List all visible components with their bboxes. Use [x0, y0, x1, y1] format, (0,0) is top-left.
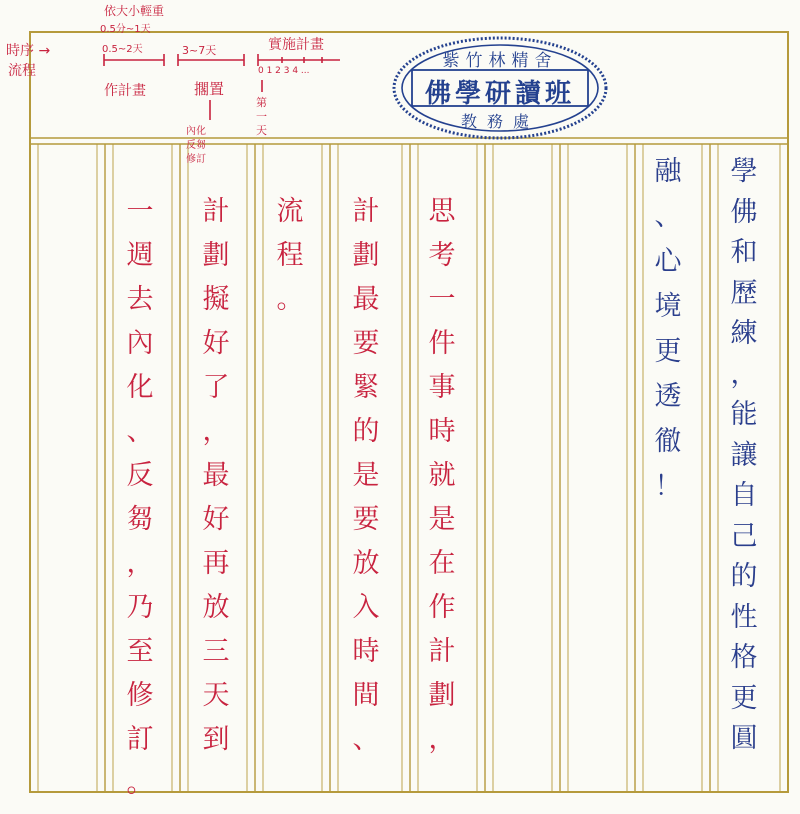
glyph: 劃 — [202, 240, 230, 271]
glyph: 在 — [428, 548, 456, 579]
note-label-b: 擱置 — [194, 80, 225, 98]
glyph: 和 — [730, 237, 758, 268]
glyph: 歷 — [730, 277, 758, 309]
glyph: 一 — [428, 284, 456, 315]
note-sub-b-2: 反芻 — [186, 140, 206, 151]
glyph: 。 — [276, 284, 304, 315]
text-column-c6 — [196, 198, 236, 770]
note-label-a: 作計畫 — [104, 83, 146, 99]
glyph: 時 — [352, 636, 380, 667]
glyph: 的 — [730, 561, 758, 592]
stamp-office: 教務處 — [460, 112, 539, 131]
glyph: 內 — [126, 328, 154, 359]
glyph: 就 — [428, 460, 456, 491]
glyph: 透 — [654, 381, 682, 412]
glyph: 是 — [428, 504, 456, 535]
text-column-c1 — [724, 158, 764, 766]
glyph: 佛 — [730, 196, 758, 228]
glyph: 境 — [654, 291, 682, 322]
glyph: 作 — [428, 592, 456, 623]
glyph: 放 — [352, 548, 380, 579]
glyph: 至 — [126, 636, 154, 667]
glyph: 再 — [202, 548, 230, 579]
glyph: 計 — [202, 196, 230, 227]
glyph: 最 — [352, 284, 380, 315]
glyph: 更 — [654, 336, 682, 367]
glyph: 件 — [428, 328, 456, 359]
glyph: 的 — [352, 416, 380, 447]
glyph: 讓 — [730, 439, 758, 471]
glyph: 、 — [126, 416, 154, 447]
glyph: ， — [730, 358, 758, 390]
note-day-1: 第 — [256, 96, 267, 109]
glyph: 三 — [202, 636, 230, 667]
text-column-c3 — [422, 198, 462, 770]
glyph: 計 — [428, 636, 456, 667]
glyph: 更 — [730, 682, 758, 714]
text-column-c7 — [120, 198, 160, 814]
glyph: 好 — [202, 328, 230, 359]
glyph: 自 — [730, 480, 758, 511]
glyph: 事 — [428, 372, 456, 403]
glyph: ， — [428, 724, 456, 755]
glyph: 。 — [126, 768, 154, 799]
glyph: 一 — [126, 196, 154, 227]
text-column-c4 — [346, 198, 386, 770]
note-time: 0.5分~1天 — [100, 24, 151, 35]
glyph: 計 — [352, 196, 380, 227]
text-column-c5 — [270, 198, 310, 330]
glyph: ， — [202, 416, 230, 447]
glyph: 是 — [352, 460, 380, 491]
glyph: 間 — [352, 680, 380, 711]
glyph: 劃 — [352, 240, 380, 271]
note-span-c: 實施計畫 — [268, 37, 324, 53]
glyph: 修 — [126, 680, 154, 711]
glyph: 學 — [730, 156, 758, 187]
glyph: 週 — [126, 240, 154, 271]
glyph: 性 — [730, 601, 758, 633]
note-day-3: 天 — [256, 124, 267, 137]
glyph: 心 — [654, 246, 682, 277]
glyph: 最 — [202, 460, 230, 491]
glyph: ！ — [654, 471, 682, 502]
glyph: 圓 — [730, 723, 758, 754]
note-sub-b-3: 修訂 — [186, 154, 206, 165]
glyph: 流 — [276, 196, 304, 227]
glyph: 格 — [730, 642, 758, 673]
glyph: 練 — [730, 318, 758, 349]
note-sequence: 時序 → — [6, 43, 51, 59]
glyph: 程 — [276, 240, 304, 271]
glyph: 要 — [352, 328, 380, 359]
glyph: 放 — [202, 592, 230, 623]
stamp-org: 紫竹林精舍 — [442, 51, 558, 71]
glyph: 芻 — [126, 504, 154, 535]
glyph: 天 — [202, 680, 230, 711]
glyph: 徹 — [654, 426, 682, 457]
glyph: 緊 — [352, 372, 380, 403]
glyph: 入 — [352, 592, 380, 623]
note-scale: 0 1 2 3 4 ... — [258, 66, 310, 76]
glyph: ， — [126, 548, 154, 579]
glyph: 劃 — [428, 680, 456, 711]
text-column-c2 — [648, 158, 688, 518]
glyph: 、 — [352, 724, 380, 755]
glyph: 去 — [126, 284, 154, 315]
note-sub-b-1: 內化 — [186, 126, 206, 137]
glyph: 了 — [202, 372, 230, 403]
note-size: 依大小輕重 — [104, 4, 165, 18]
note-process: 流程 — [8, 63, 36, 79]
glyph: 思 — [428, 196, 456, 227]
glyph: 反 — [126, 460, 154, 491]
glyph: 能 — [730, 399, 758, 430]
glyph: 要 — [352, 504, 380, 535]
glyph: 乃 — [126, 592, 154, 623]
glyph: 擬 — [202, 284, 230, 315]
glyph: 時 — [428, 416, 456, 447]
glyph: 考 — [428, 240, 456, 271]
note-span-b: 3~7天 — [182, 44, 217, 57]
annotation-strokes — [0, 0, 800, 160]
glyph: 到 — [202, 724, 230, 755]
note-day-2: 一 — [256, 110, 267, 123]
glyph: 、 — [654, 201, 682, 232]
glyph: 訂 — [126, 724, 154, 755]
glyph: 融 — [654, 156, 682, 187]
glyph: 化 — [126, 372, 154, 403]
note-span-a: 0.5~2天 — [102, 44, 143, 55]
glyph: 己 — [730, 520, 758, 552]
glyph: 好 — [202, 504, 230, 535]
stamp-title: 佛學研讀班 — [424, 79, 575, 109]
